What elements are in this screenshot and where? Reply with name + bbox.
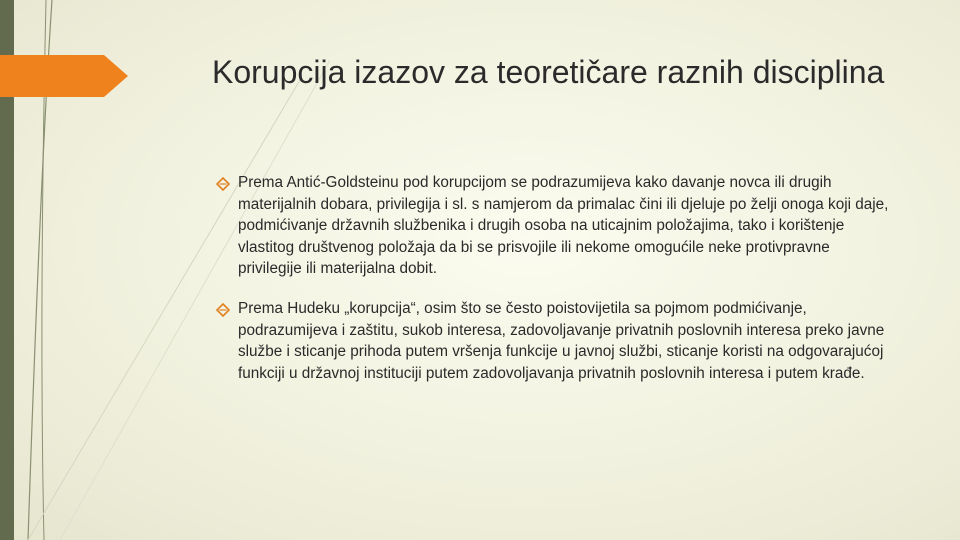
- slide-title: Korupcija izazov za teoretičare raznih disciplina: [212, 54, 885, 90]
- bullet-item: [216, 298, 896, 384]
- diamond-bullet-icon: [216, 303, 230, 317]
- bullet-item: [216, 172, 896, 280]
- bullet-text: Prema Hudeku „korupcija“, osim što se često poistovijetila sa pojmom podmićivanje, podrazumijeva i zaštitu, sukob interesa, zadovoljavanje privatnih poslovnih interesa preko javne službe i sticanje prihoda putem vršenja funkcije u javnoj službi, sticanje koristi na odgovarajućoj funkciji u državnoj instituciji putem zadovoljavanja privatnih poslovnih interesa i putem krađe.: [238, 299, 885, 382]
- orange-title-tab: [0, 55, 128, 97]
- slide-body: [216, 172, 896, 402]
- diamond-bullet-icon: [216, 177, 230, 191]
- bullet-text: Prema Antić-Goldsteinu pod korupcijom se podrazumijeva kako davanje novca ili drugih materijalnih dobara, privilegija i sl. s namjerom da primalac čini ili djeluje po želji onoga koji daje, podmićivanje državnih službenika i drugih osoba na uticajnim položajima, tako i korištenje vlastitog društvenog položaja da bi se prisvojile ili nekome omogućile neke protivpravne privilegije ili materijalna dobit.: [238, 174, 889, 278]
